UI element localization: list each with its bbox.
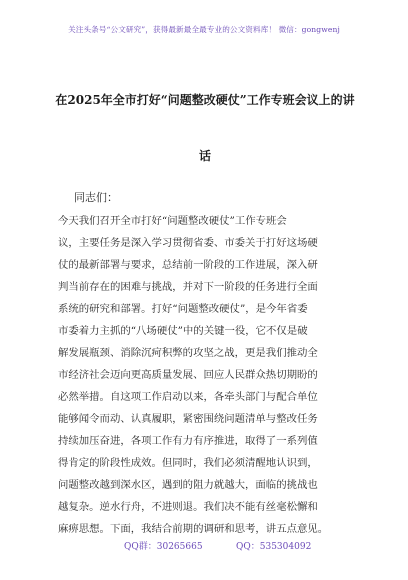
body-line: 解发展瓶颈、消除沉疴积弊的攻坚之战，更是我们推动全 xyxy=(58,347,318,359)
body-line: 麻痹思想。下面，我结合前期的调研和思考，讲五点意见。 xyxy=(58,523,329,535)
body-line: 能够闻令而动、认真履职，紧密围绕问题清单与整改任务 xyxy=(58,413,318,425)
body-line: 系统的研究和部署。打好“问题整改硬仗”，是今年省委 xyxy=(58,303,308,315)
body-line: 市经济社会迈向更高质量发展、回应人民群众热切期盼的 xyxy=(58,369,318,381)
document-title-line-2: 话 xyxy=(198,149,211,163)
body-line: 必然举措。自这项工作启动以来，各牵头部门与配合单位 xyxy=(58,391,318,403)
body-line: 市委着力主抓的“八场硬仗”中的关键一役，它不仅是破 xyxy=(58,325,308,337)
body-line: 问题整改越到深水区，遇到的阻力就越大，面临的挑战也 xyxy=(58,479,318,491)
body-line: 持续加压奋进，各项工作有力有序推进，取得了一系列值 xyxy=(58,435,318,447)
body-line: 判当前存在的困难与挑战，并对下一阶段的任务进行全面 xyxy=(58,281,318,293)
greeting: 同志们： xyxy=(74,191,118,204)
body-line: 越复杂。逆水行舟，不进则退。我们决不能有丝毫松懈和 xyxy=(58,501,318,513)
body-line: 仗的最新部署与要求，总结前一阶段的工作进展，深入研 xyxy=(58,259,318,271)
document-title-line-1: 在2025年全市打好“问题整改硬仗”工作专班会议上的讲 xyxy=(55,93,355,107)
footer-qq-contact: QQ：535304092 xyxy=(236,542,312,552)
body-line: 今天我们召开全市打好“问题整改硬仗”工作专班会 xyxy=(58,215,287,227)
body-line: 议，主要任务是深入学习贯彻省委、市委关于打好这场硬 xyxy=(58,237,318,249)
footer-qq-group: QQ群：30265665 xyxy=(124,542,203,552)
body-line: 得肯定的阶段性成效。但同时，我们必须清醒地认识到， xyxy=(58,457,318,469)
header-promo-note: 关注头条号“公文研究”，获得最新最全最专业的公文资料库！ 微信：gongwenj xyxy=(68,25,340,34)
